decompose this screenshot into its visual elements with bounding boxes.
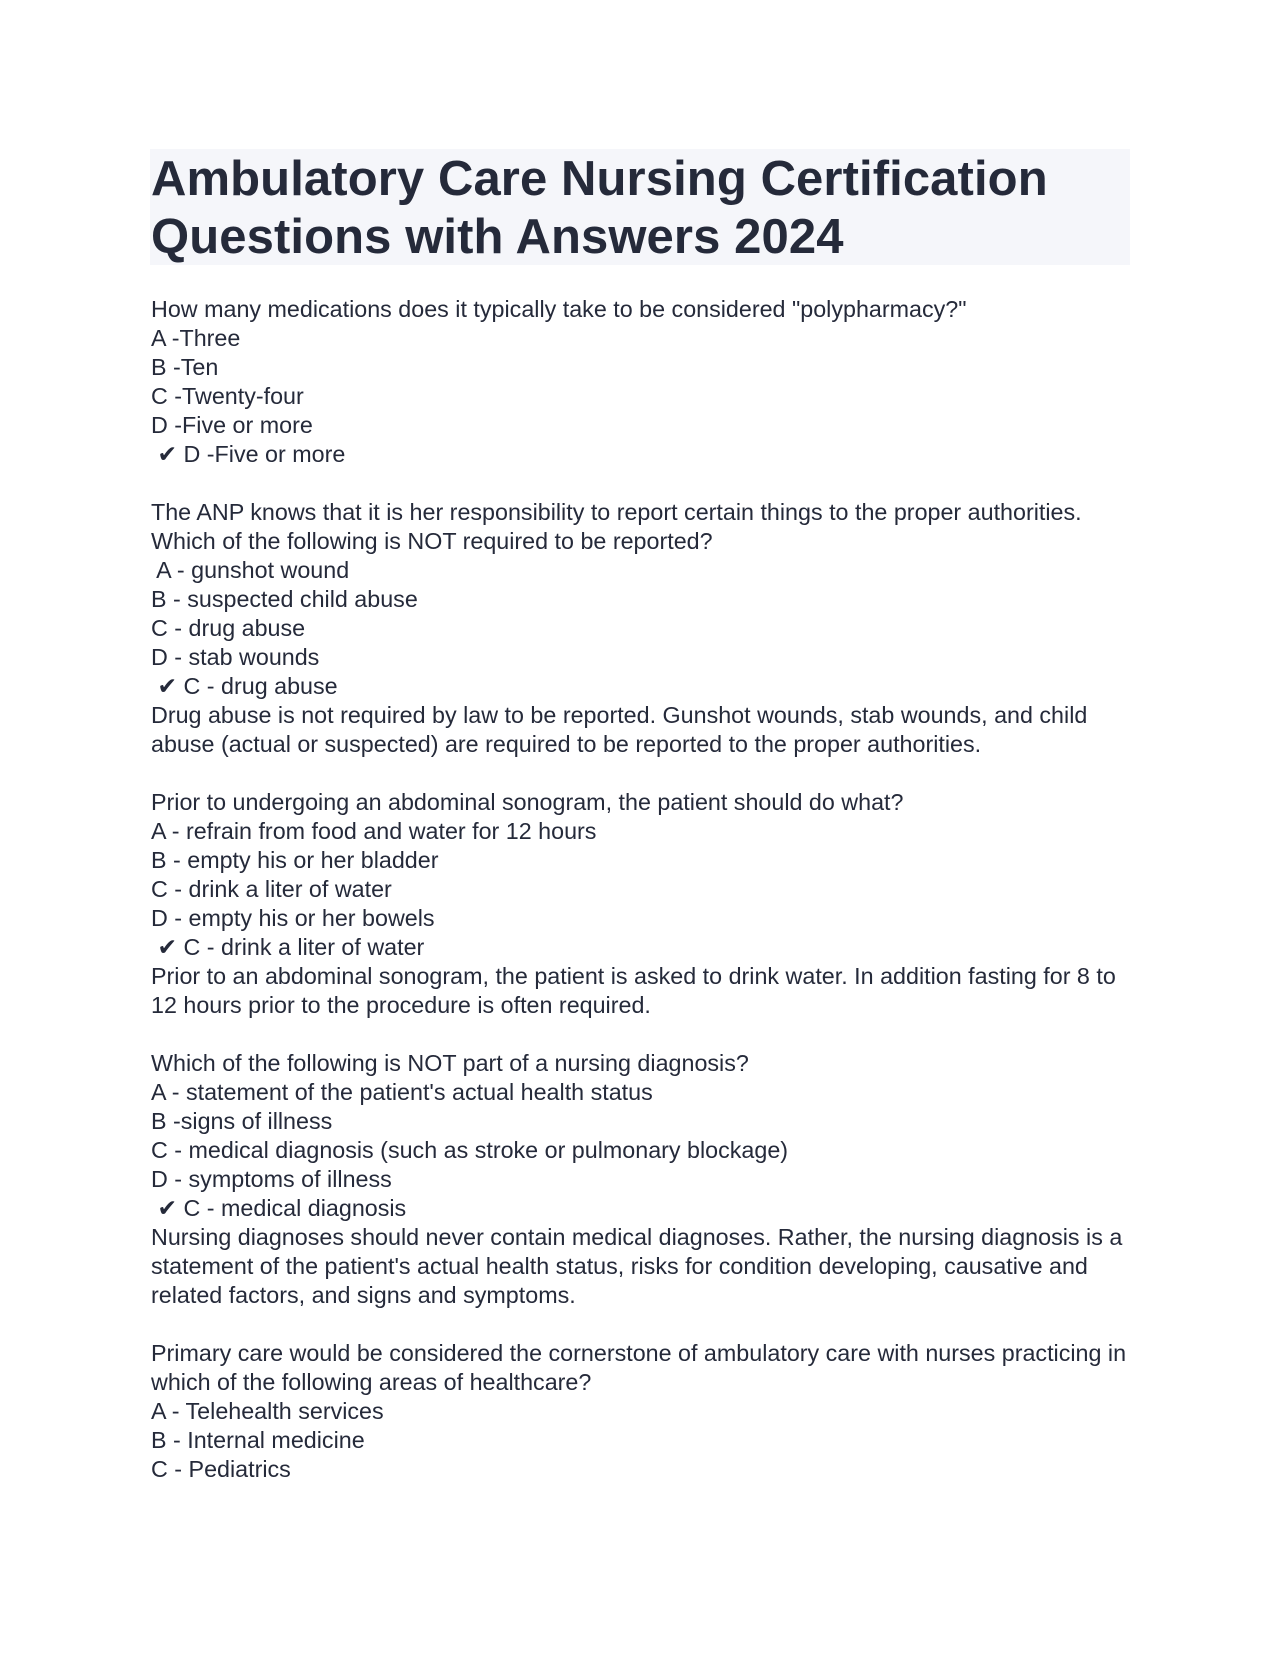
question-block bbox=[151, 788, 1131, 1020]
option-c: C - Pediatrics bbox=[151, 1456, 291, 1482]
option-c: C - drug abuse bbox=[151, 615, 306, 641]
explanation-text: Nursing diagnoses should never contain medical diagnoses. Rather, the nursing diagnosis is a statement of the patient's actual health status, risks for condition developing, causative and related factors, and signs and symptoms. bbox=[151, 1224, 1123, 1308]
question-text: Prior to undergoing an abdominal sonogram, the patient should do what? bbox=[151, 789, 904, 815]
option-a: A -Three bbox=[151, 325, 241, 351]
option-d: D -Five or more bbox=[151, 412, 313, 438]
option-d: D - stab wounds bbox=[151, 644, 320, 670]
explanation-text: Prior to an abdominal sonogram, the patient is asked to drink water. In addition fasting for 8 to 12 hours prior to the procedure is often required. bbox=[151, 963, 1116, 1018]
question-text: How many medications does it typically take to be considered "polypharmacy?" bbox=[151, 296, 967, 322]
question-block bbox=[151, 498, 1131, 759]
option-b: B -Ten bbox=[151, 354, 219, 380]
option-b: B -signs of illness bbox=[151, 1108, 333, 1134]
option-c: C -Twenty-four bbox=[151, 383, 304, 409]
answer-line bbox=[151, 1194, 1131, 1223]
option-c: C - drink a liter of water bbox=[151, 876, 392, 902]
option-b: B - empty his or her bladder bbox=[151, 847, 439, 873]
explanation-text: Drug abuse is not required by law to be reported. Gunshot wounds, stab wounds, and child abuse (actual or suspected) are required to be reported to the proper authorities. bbox=[151, 702, 1088, 757]
checkmark-icon: ✔ bbox=[157, 673, 178, 699]
answer-text: C - drink a liter of water bbox=[183, 934, 425, 960]
answer-line bbox=[151, 933, 1131, 962]
option-b: B - suspected child abuse bbox=[151, 586, 418, 612]
document-title: Ambulatory Care Nursing Certification Questions with Answers 2024 bbox=[151, 152, 1048, 264]
answer-text: C - drug abuse bbox=[183, 673, 338, 699]
checkmark-icon: ✔ bbox=[157, 441, 178, 467]
question-block bbox=[151, 295, 1131, 469]
option-a: A - gunshot wound bbox=[151, 557, 350, 583]
questions-list bbox=[151, 295, 1131, 1484]
question-text: Which of the following is NOT part of a nursing diagnosis? bbox=[151, 1050, 749, 1076]
question-text: Primary care would be considered the cornerstone of ambulatory care with nurses practicing in which of the following areas of healthcare? bbox=[151, 1340, 1127, 1395]
option-a: A - Telehealth services bbox=[151, 1398, 384, 1424]
question-block bbox=[151, 1049, 1131, 1310]
option-b: B - Internal medicine bbox=[151, 1427, 365, 1453]
question-block bbox=[151, 1339, 1131, 1484]
option-d: D - symptoms of illness bbox=[151, 1166, 392, 1192]
option-a: A - refrain from food and water for 12 hours bbox=[151, 818, 597, 844]
answer-line bbox=[151, 440, 1131, 469]
answer-text: D -Five or more bbox=[183, 441, 346, 467]
checkmark-icon: ✔ bbox=[157, 934, 178, 960]
answer-line bbox=[151, 672, 1131, 701]
option-a: A - statement of the patient's actual health status bbox=[151, 1079, 653, 1105]
option-c: C - medical diagnosis (such as stroke or pulmonary blockage) bbox=[151, 1137, 789, 1163]
checkmark-icon: ✔ bbox=[157, 1195, 178, 1221]
option-d: D - empty his or her bowels bbox=[151, 905, 435, 931]
answer-text: C - medical diagnosis bbox=[183, 1195, 407, 1221]
question-text: The ANP knows that it is her responsibility to report certain things to the proper authorities. Which of the following is NOT required to be reported? bbox=[151, 499, 1082, 554]
